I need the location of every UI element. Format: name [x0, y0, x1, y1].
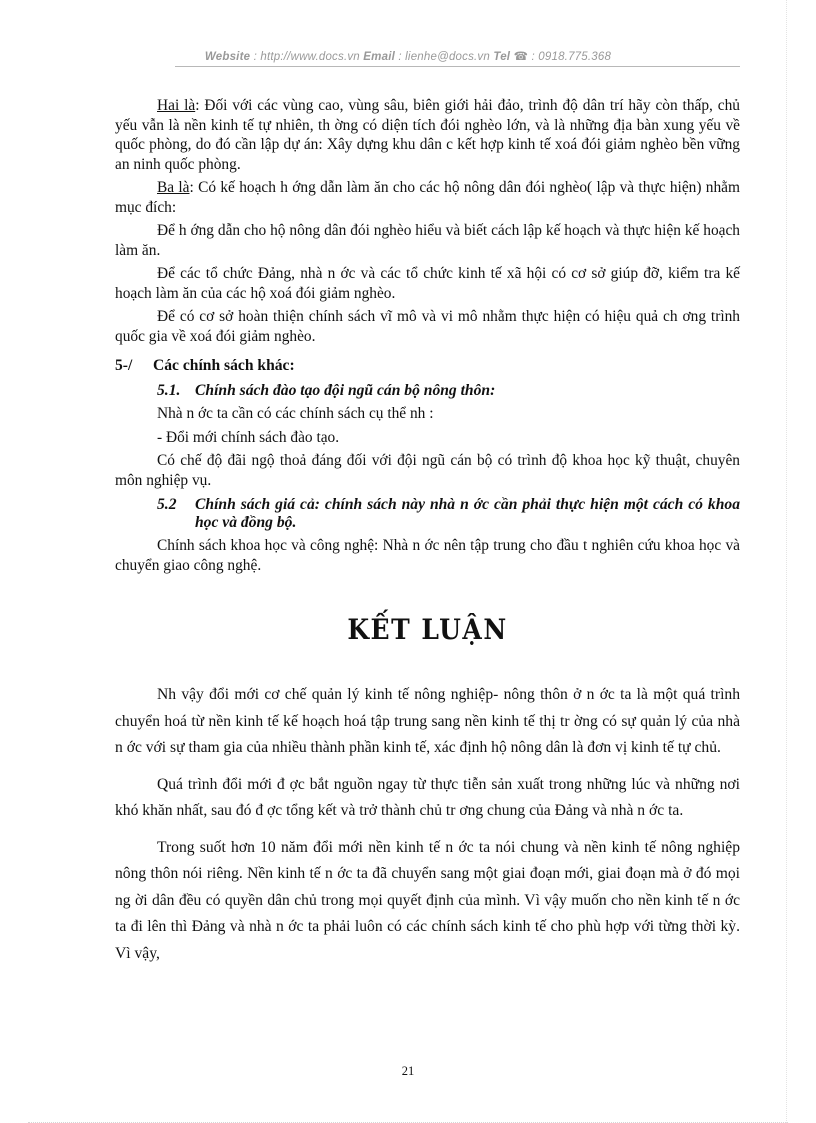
paragraph-purpose-2: Để các tổ chức Đảng, nhà n ớc và các tổ chức kinh tế xã hội có cơ sở giúp đỡ, kiểm tra kế hoạch làm ăn của các hộ xoá đói giảm nghèo. — [115, 265, 740, 302]
paragraph-hai-la — [115, 96, 740, 174]
section-5-title: Các chính sách khác: — [153, 357, 295, 374]
website-value: : http://www.docs.vn — [253, 51, 360, 63]
subsection-5-1-number: 5.1. — [157, 382, 181, 399]
subsection-5-2-heading — [157, 496, 740, 532]
page-number: 21 — [401, 1064, 415, 1078]
conclusion-paragraph-1: Nh vậy đổi mới cơ chế quản lý kinh tế nông nghiệp- nông thôn ở n ớc ta là một quá trình chuyển hoá từ nền kinh tế kế hoạch hoá tập trung sang nền kinh tế thị tr ờng có sự quản lý của nhà n ớc với sự tham gia của nhiều thành phần kinh tế, xác định hộ nông dân là đơn vị kinh tế tự chủ. — [115, 686, 740, 756]
paragraph-5-1-intro: Nhà n ớc ta cần có các chính sách cụ thể nh : — [157, 405, 434, 422]
ba-la-text: : Có kế hoạch h ớng dẫn làm ăn cho các hộ nông dân đói nghèo( lập và thực hiện) nhằm mục đích: — [115, 179, 740, 216]
paragraph-purpose-3: Để có cơ sở hoàn thiện chính sách vĩ mô và vi mô nhằm thực hiện có hiệu quả ch ơng trình quốc gia về xoá đói giảm nghèo. — [115, 308, 740, 345]
email-label: Email — [363, 51, 395, 63]
subsection-5-2-number: 5.2 — [157, 496, 177, 513]
conclusion-paragraph-2: Quá trình đổi mới đ ợc bắt nguồn ngay từ thực tiễn sản xuất trong những lúc và những nơi khó khăn nhất, sau đó đ ợc tổng kết và trở thành chủ tr ơng chung của Đảng và nhà n ớc ta. — [115, 775, 740, 819]
tel-value: ☎ : 0918.775.368 — [513, 51, 612, 63]
paragraph-5-1-bullet: - Đổi mới chính sách đào tạo. — [157, 428, 340, 446]
ba-la-lead: Ba là — [157, 179, 190, 196]
subsection-5-1-heading — [157, 382, 740, 400]
conclusion-title: KẾT LUẬN — [347, 613, 508, 646]
email-value: : lienhe@docs.vn — [398, 51, 490, 63]
section-5-heading — [115, 356, 740, 376]
page-edge-divider — [786, 0, 787, 1123]
hai-la-text: : Đối với các vùng cao, vùng sâu, biên giới hải đảo, trình độ dân trí hãy còn thấp, chủ yếu vẫn là nền kinh tế tự nhiên, th ờng có diện tích đói nghèo lớn, và là những địa bàn xung yếu về quốc phòng, do đó cần lập dự án: Xây dựng khu dân c kết hợp kinh tế xoá đói giảm nghèo bền vững an ninh quốc phòng. — [115, 97, 740, 173]
page-body — [115, 96, 740, 967]
paragraph-5-1-detail: Có chế độ đãi ngộ thoả đáng đối với đội ngũ cán bộ có trình độ khoa học kỹ thuật, chuyên môn nghiệp vụ. — [115, 452, 740, 489]
subsection-5-2-title: Chính sách giá cả: chính sách này nhà n ớc cần phải thực hiện một cách có khoa học và đồng bộ. — [195, 496, 740, 531]
header-divider — [175, 66, 740, 67]
website-label: Website — [204, 51, 251, 63]
section-5-number: 5-/ — [115, 357, 133, 374]
paragraph-5-2-detail: Chính sách khoa học và công nghệ: Nhà n ớc nên tập trung cho đầu t nghiên cứu khoa học và chuyển giao công nghệ. — [115, 537, 740, 574]
hai-la-lead: Hai là — [157, 97, 196, 114]
conclusion-paragraph-3: Trong suốt hơn 10 năm đổi mới nền kinh tế n ớc ta nói chung và nền kinh tế nông nghiệp nông thôn nói riêng. Nền kinh tế n ớc ta đã chuyển sang một giai đoạn mới, giai đoạn mà ở đó mọi ng ời dân đều có quyền dân chủ trong mọi quyết định của mình. Vì vậy muốn cho nền kinh tế n ớc ta đi lên thì Đảng và nhà n ớc ta phải luôn có các chính sách kinh tế cho phù hợp với từng thời kỳ. Vì vậy, — [115, 838, 740, 962]
tel-label: Tel — [493, 51, 511, 63]
paragraph-ba-la — [115, 178, 740, 217]
paragraph-purpose-1: Để h ớng dẫn cho hộ nông dân đói nghèo hiểu và biết cách lập kế hoạch và thực hiện kế hoạch làm ăn. — [115, 222, 740, 259]
subsection-5-1-title: Chính sách đào tạo đội ngũ cán bộ nông thôn: — [195, 382, 496, 399]
page-header — [0, 49, 816, 63]
